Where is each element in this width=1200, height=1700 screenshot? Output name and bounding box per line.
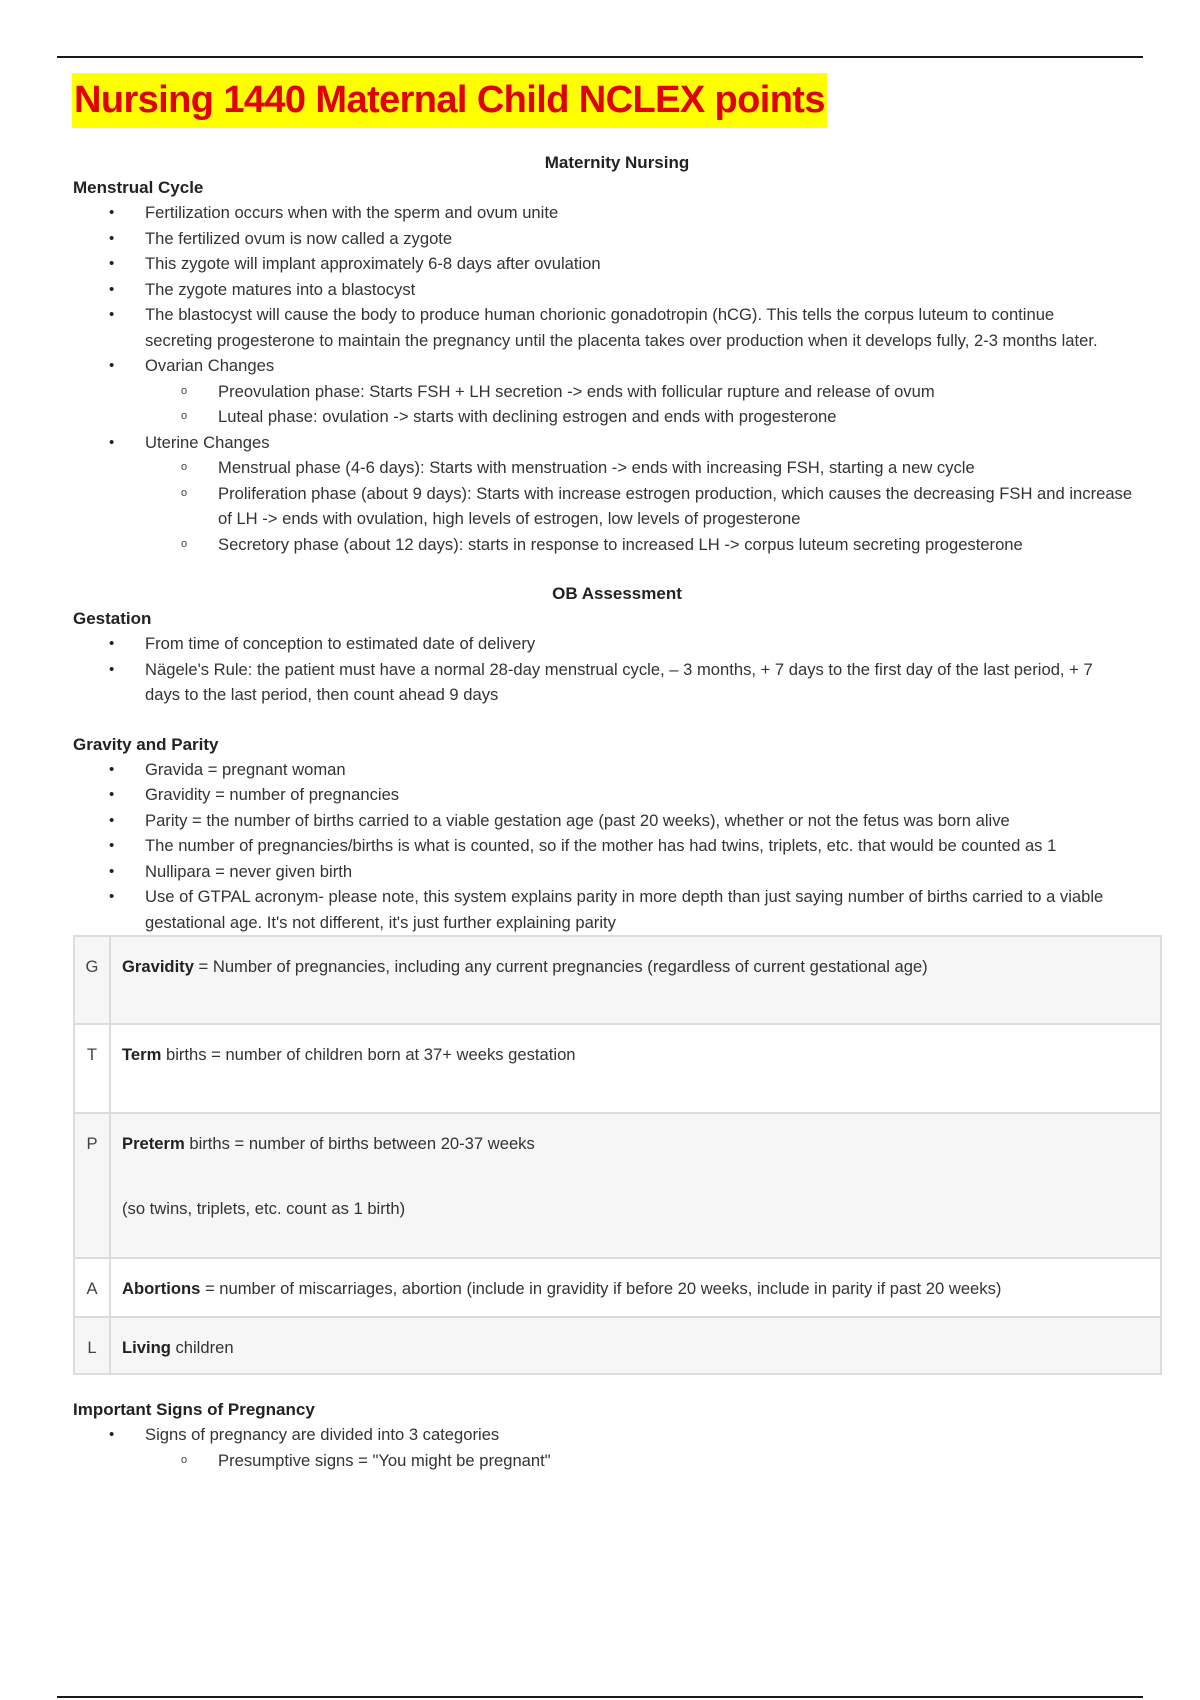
table-row-l — [74, 1317, 1161, 1374]
table-cell-description: Living children — [110, 1317, 1161, 1374]
bullet-icon: • — [109, 635, 115, 652]
bullet-icon: • — [109, 433, 115, 451]
signs-sub-list — [145, 1448, 1163, 1474]
table-cell-letter: L — [74, 1317, 110, 1374]
hollow-bullet-icon: o — [181, 410, 188, 422]
table-row-p — [74, 1113, 1161, 1258]
gestation-list — [73, 631, 1163, 708]
document-title: Nursing 1440 Maternal Child NCLEX points — [72, 73, 827, 128]
document-body — [73, 150, 1163, 1473]
table-cell-letter: P — [74, 1113, 110, 1258]
ovarian-changes-list — [145, 379, 1163, 430]
table-cell-description: Preterm births = number of births between 20-37 weeks (so twins, triplets, etc. count as 1 birth) — [110, 1113, 1161, 1258]
table-cell-letter: G — [74, 936, 110, 1024]
gravity-parity-list — [73, 757, 1163, 936]
signs-of-pregnancy-list — [73, 1422, 1163, 1473]
table-cell-letter: A — [74, 1258, 110, 1317]
table-cell-letter: T — [74, 1024, 110, 1113]
hollow-bullet-icon: o — [181, 537, 188, 550]
hollow-bullet-icon: o — [181, 461, 188, 473]
uterine-changes-list — [145, 455, 1163, 557]
section-heading-ob-assessment: OB Assessment — [552, 584, 682, 603]
hollow-bullet-icon: o — [181, 384, 188, 397]
bullet-icon: • — [109, 204, 115, 221]
list-item: • The blastocyst will cause the body to produce human chorionic gonadotropin (hCG). This tells the corpus luteum to continue secreting progesterone to maintain the pregnancy until the placenta takes over production when it develops fully, 2-3 months later. — [73, 302, 1163, 353]
bullet-icon: • — [109, 862, 115, 880]
hollow-bullet-icon: o — [181, 486, 188, 499]
list-item: • Nägele's Rule: the patient must have a normal 28-day menstrual cycle, – 3 months, + 7 days to the first day of the last period, + 7 days to the last period, then count ahead 9 days — [73, 657, 1163, 708]
bullet-icon: • — [109, 280, 115, 298]
table-row-t — [74, 1024, 1161, 1113]
bullet-icon: • — [109, 786, 115, 803]
bullet-icon: • — [109, 357, 115, 374]
bullet-icon: • — [109, 229, 115, 247]
list-item: • The fertilized ovum is now called a zygote — [73, 226, 1163, 252]
sub-list-item: o Presumptive signs = "You might be pregnant" — [73, 1448, 1163, 1474]
sub-list-item: o Luteal phase: ovulation -> starts with declining estrogen and ends with progesterone — [73, 404, 1163, 430]
list-item: • Parity = the number of births carried to a viable gestation age (past 20 weeks), whether or not the fetus was born alive — [73, 808, 1163, 834]
sub-list-item: o Secretory phase (about 12 days): starts in response to increased LH -> corpus luteum secreting progesterone — [73, 532, 1163, 558]
sub-list-item: o Preovulation phase: Starts FSH + LH secretion -> ends with follicular rupture and release of ovum — [73, 379, 1163, 405]
list-item: • Use of GTPAL acronym- please note, this system explains parity in more depth than just saying number of births carried to a viable gestational age. It's not different, it's just further explaining parity — [73, 884, 1163, 935]
bullet-icon: • — [109, 888, 115, 905]
menstrual-cycle-list — [73, 200, 1163, 557]
bullet-icon: • — [109, 1426, 115, 1443]
section-heading-maternity: Maternity Nursing — [544, 153, 690, 172]
spacer — [73, 557, 1163, 581]
table-row-g — [74, 936, 1161, 1024]
subheading-gestation: Gestation — [73, 609, 152, 628]
bullet-icon: • — [109, 760, 115, 778]
bullet-icon: • — [109, 255, 115, 272]
spacer — [73, 1375, 1163, 1397]
list-item-uterine-changes: • Uterine Changes o Menstrual phase (4-6 days): Starts with menstruation -> ends with increasing FSH, starting a new cycle o Proliferation phase (about 9 days): Starts with increase estrogen production, which causes the decreasing FSH and increase of LH -> ends with ovulation, high levels of estrogen, low levels of progesterone o Secretory phase (about 12 days): starts in response to increased LH -> corpus luteum secreting progesterone — [73, 430, 1163, 558]
list-item: • From time of conception to estimated date of delivery — [73, 631, 1163, 657]
table-cell-description: Abortions = number of miscarriages, abortion (include in gravidity if before 20 weeks, include in parity if past 20 weeks) — [110, 1258, 1161, 1317]
list-item: • This zygote will implant approximately 6-8 days after ovulation — [73, 251, 1163, 277]
table-cell-description: Gravidity = Number of pregnancies, including any current pregnancies (regardless of current gestational age) — [110, 936, 1161, 1024]
bullet-icon: • — [109, 306, 115, 323]
gtpal-table — [73, 935, 1162, 1375]
list-item: • Gravidity = number of pregnancies — [73, 782, 1163, 808]
subheading-menstrual-cycle: Menstrual Cycle — [73, 178, 204, 197]
subheading-signs-of-pregnancy: Important Signs of Pregnancy — [73, 1400, 315, 1419]
bullet-icon: • — [109, 837, 115, 854]
list-item: • Signs of pregnancy are divided into 3 categories o Presumptive signs = "You might be pregnant" — [73, 1422, 1163, 1473]
list-item: • Fertilization occurs when with the sperm and ovum unite — [73, 200, 1163, 226]
table-cell-description: Term births = number of children born at 37+ weeks gestation — [110, 1024, 1161, 1113]
list-item-ovarian-changes: • Ovarian Changes o Preovulation phase: Starts FSH + LH secretion -> ends with follicular rupture and release of ovum o Luteal phase: ovulation -> starts with declining estrogen and ends with progesterone — [73, 353, 1163, 430]
list-item: • Gravida = pregnant woman — [73, 757, 1163, 783]
page-top-rule — [57, 56, 1143, 58]
bullet-icon: • — [109, 660, 115, 678]
table-cell-note: (so twins, triplets, etc. count as 1 birth) — [122, 1199, 406, 1218]
page-bottom-rule — [57, 1696, 1143, 1698]
sub-list-item: o Menstrual phase (4-6 days): Starts with menstruation -> ends with increasing FSH, starting a new cycle — [73, 455, 1163, 481]
bullet-icon: • — [109, 811, 115, 829]
list-item: • The zygote matures into a blastocyst — [73, 277, 1163, 303]
subheading-gravity-parity: Gravity and Parity — [73, 734, 219, 754]
list-item: • The number of pregnancies/births is what is counted, so if the mother has had twins, triplets, etc. that would be counted as 1 — [73, 833, 1163, 859]
list-item: • Nullipara = never given birth — [73, 859, 1163, 885]
sub-list-item: o Proliferation phase (about 9 days): Starts with increase estrogen production, which causes the decreasing FSH and increase of LH -> ends with ovulation, high levels of estrogen, low levels of progesterone — [73, 481, 1163, 532]
hollow-bullet-icon: o — [181, 1453, 188, 1466]
spacer — [73, 708, 1163, 732]
table-row-a — [74, 1258, 1161, 1317]
